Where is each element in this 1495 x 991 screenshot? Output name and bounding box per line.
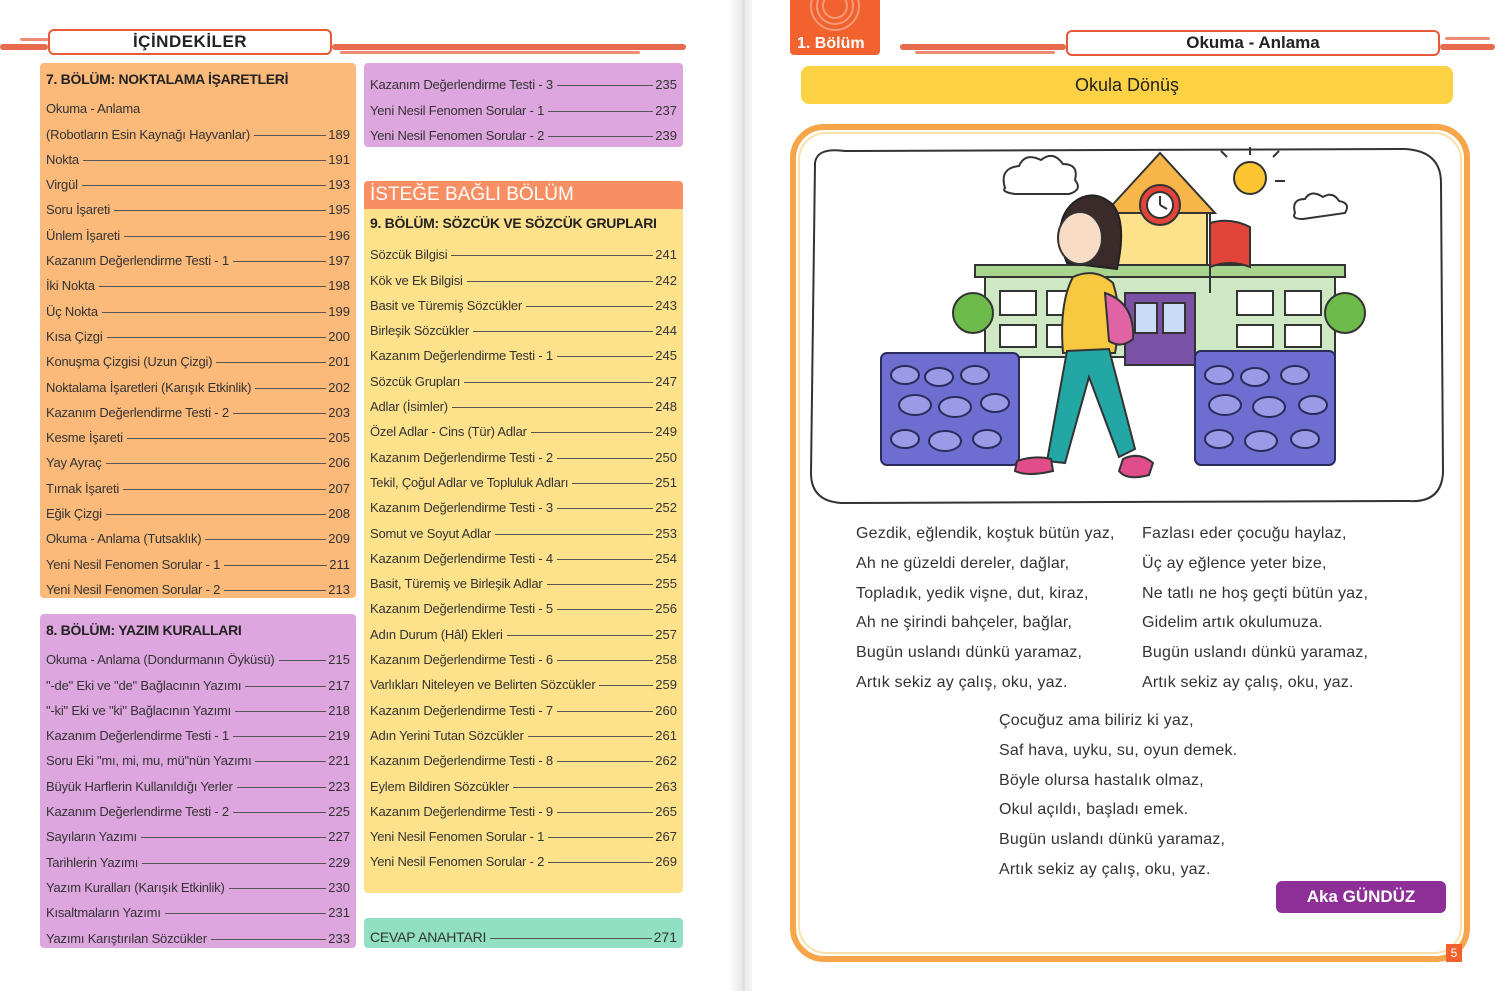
toc-row[interactable] — [46, 895, 350, 920]
dot-leader — [102, 312, 326, 313]
toc-row[interactable] — [370, 92, 677, 117]
toc-page-number: 260 — [655, 702, 677, 718]
poem-line: Topladık, yedik vişne, dut, kiraz, — [856, 584, 1089, 602]
toc-row[interactable] — [46, 217, 350, 242]
toc-label: CEVAP ANAHTARI — [370, 929, 487, 945]
toc-page-number: 254 — [655, 550, 677, 566]
toc-row[interactable] — [370, 338, 677, 363]
toc-label: Üç Nokta — [46, 303, 98, 319]
toc-label: Konuşma Çizgisi (Uzun Çizgi) — [46, 354, 213, 370]
toc-row[interactable] — [370, 288, 677, 313]
toc-row[interactable] — [370, 490, 677, 515]
toc-label: Yeni Nesil Fenomen Sorular - 1 — [370, 102, 545, 118]
toc-page-number: 229 — [328, 854, 350, 870]
toc-row[interactable] — [370, 616, 677, 641]
toc-page-number: 235 — [655, 77, 677, 93]
dot-leader — [124, 236, 326, 237]
toc-label: Adın Yerini Tutan Sözcükler — [370, 727, 524, 743]
toc-label: Kazanım Değerlendirme Testi - 4 — [370, 550, 553, 566]
dot-leader — [255, 388, 326, 389]
dot-leader — [599, 685, 653, 686]
tab-texture — [800, 0, 870, 32]
section-8-panel — [40, 614, 356, 948]
dot-leader — [557, 85, 653, 86]
toc-label: Adlar (İsimler) — [370, 399, 448, 415]
toc-label: Yay Ayraç — [46, 455, 102, 471]
toc-label: Eğik Çizgi — [46, 506, 102, 522]
toc-row[interactable] — [370, 439, 677, 464]
toc-list — [46, 642, 350, 946]
toc-page-number: 225 — [328, 804, 350, 820]
toc-row[interactable] — [46, 794, 350, 819]
toc-row[interactable] — [370, 718, 677, 743]
header-brush-stroke — [20, 38, 50, 41]
dot-leader — [451, 255, 653, 256]
toc-row[interactable] — [370, 515, 677, 540]
dot-leader — [237, 787, 327, 788]
poem-line: Gezdik, eğlendik, koştuk bütün yaz, — [856, 525, 1115, 542]
toc-label: Okuma - Anlama (Tutsaklık) — [46, 531, 202, 547]
toc-label: Kazanım Değerlendirme Testi - 2 — [46, 404, 229, 420]
toc-page-number: 269 — [655, 854, 677, 870]
dot-leader — [473, 331, 653, 332]
header-brush-stroke — [900, 44, 1066, 50]
toc-label: Eylem Bildiren Sözcükler — [370, 778, 509, 794]
dot-leader — [114, 210, 326, 211]
toc-page-number: 209 — [328, 531, 350, 547]
toc-page-number: 217 — [328, 677, 350, 693]
dot-leader — [557, 508, 653, 509]
dot-leader — [557, 559, 653, 560]
toc-page-number: 262 — [655, 753, 677, 769]
dot-leader — [452, 407, 653, 408]
dot-leader — [528, 736, 654, 737]
optional-section-bar: İSTEĞE BAĞLI BÖLÜM — [364, 181, 683, 209]
toc-page-number: 239 — [655, 127, 677, 143]
dot-leader — [245, 686, 326, 687]
toc-label: Virgül — [46, 177, 78, 193]
toc-row[interactable] — [370, 642, 677, 667]
toc-label: Kazanım Değerlendirme Testi - 3 — [370, 77, 553, 93]
dot-leader — [254, 135, 326, 136]
toc-row[interactable] — [46, 243, 350, 268]
toc-page-number: 265 — [655, 803, 677, 819]
toc-row[interactable] — [370, 743, 677, 768]
page-number: 5 — [1446, 944, 1462, 962]
toc-page-number: 251 — [655, 474, 677, 490]
toc-row[interactable] — [370, 692, 677, 717]
poem-line: Artık sekiz ay çalış, oku, yaz. — [999, 860, 1211, 878]
toc-page-number: 208 — [328, 506, 350, 522]
dot-leader — [490, 938, 651, 939]
toc-label: Kazanım Değerlendirme Testi - 1 — [370, 348, 553, 364]
toc-page-number: 196 — [328, 227, 350, 243]
toc-page-number: 248 — [655, 399, 677, 415]
toc-row[interactable] — [46, 470, 350, 495]
toc-row[interactable] — [46, 718, 350, 743]
toc-label: Sözcük Bilgisi — [370, 247, 448, 263]
page-header: Okuma - Anlama — [1066, 30, 1440, 56]
dot-leader — [224, 565, 327, 566]
header-brush-stroke — [1440, 44, 1495, 50]
dot-leader — [224, 590, 326, 591]
toc-label: Kazanım Değerlendirme Testi - 2 — [46, 804, 229, 820]
toc-row[interactable] — [46, 420, 350, 445]
dot-leader — [464, 382, 653, 383]
school-girl-illustration — [805, 143, 1447, 507]
dot-leader — [572, 483, 653, 484]
toc-page-number: 258 — [655, 652, 677, 668]
dot-leader — [106, 463, 327, 464]
toc-label: Tarihlerin Yazımı — [46, 854, 139, 870]
toc-label: Yeni Nesil Fenomen Sorular - 1 — [46, 556, 221, 572]
dot-leader — [557, 660, 653, 661]
toc-label: Basit, Türemiş ve Birleşik Adlar — [370, 576, 543, 592]
toc-row[interactable] — [46, 920, 350, 945]
toc-label: Yeni Nesil Fenomen Sorular - 2 — [46, 581, 221, 597]
dot-leader — [211, 939, 326, 940]
toc-row[interactable] — [370, 414, 677, 439]
toc-page-number: 227 — [328, 829, 350, 845]
toc-label: Soru Eki "mı, mi, mu, mü"nün Yazımı — [46, 753, 252, 769]
dot-leader — [531, 432, 654, 433]
toc-label: Kazanım Değerlendirme Testi - 6 — [370, 652, 553, 668]
toc-page-number: 211 — [329, 556, 350, 572]
toc-page-number: 245 — [655, 348, 677, 364]
toc-label: Sayıların Yazımı — [46, 829, 137, 845]
toc-label: Basit ve Türemiş Sözcükler — [370, 297, 523, 313]
poem-line: Bugün uslandı dünkü yaramaz, — [999, 831, 1226, 849]
dot-leader — [165, 913, 327, 914]
toc-label: Kazanım Değerlendirme Testi - 3 — [370, 500, 553, 516]
section-heading: 9. BÖLÜM: SÖZCÜK VE SÖZCÜK GRUPLARI — [370, 215, 657, 231]
toc-row[interactable] — [370, 262, 677, 287]
toc-page-number: 271 — [653, 929, 677, 945]
poem-line: Ne tatlı ne hoş geçti bütün yaz, — [1142, 584, 1369, 602]
toc-row[interactable] — [46, 642, 350, 667]
toc-label: Kazanım Değerlendirme Testi - 9 — [370, 803, 553, 819]
story-title: Okula Dönüş — [801, 66, 1453, 104]
toc-label: Ünlem İşareti — [46, 227, 120, 243]
poem-line: Gidelim artık okulumuza. — [1142, 614, 1323, 632]
toc-label: Kök ve Ek Bilgisi — [370, 272, 463, 288]
dot-leader — [142, 863, 326, 864]
toc-row[interactable] — [370, 67, 677, 92]
dot-leader — [548, 136, 653, 137]
dot-leader — [557, 458, 653, 459]
poem-line: Fazlası eder çocuğu haylaz, — [1142, 525, 1347, 542]
toc-label: Kesme İşareti — [46, 430, 123, 446]
toc-page-number: 256 — [655, 601, 677, 617]
poem-line: Bugün uslandı dünkü yaramaz, — [1142, 644, 1369, 662]
toc-page-number: 237 — [655, 102, 677, 118]
dot-leader — [513, 787, 653, 788]
dot-leader — [229, 888, 327, 889]
toc-page-number: 244 — [655, 323, 677, 339]
toc-row[interactable] — [46, 546, 350, 571]
toc-page-number: 202 — [328, 379, 350, 395]
toc-label: Kısaltmaların Yazımı — [46, 905, 161, 921]
toc-title: İÇİNDEKİLER — [48, 29, 332, 55]
section-8-cont-panel — [364, 63, 683, 147]
dot-leader — [557, 812, 653, 813]
toc-row[interactable] — [46, 693, 350, 718]
dot-leader — [82, 185, 326, 186]
poem-column-1 — [856, 519, 1115, 698]
dot-leader — [547, 584, 654, 585]
toc-label: Adın Durum (Hâl) Ekleri — [370, 626, 503, 642]
poem-line: Artık sekiz ay çalış, oku, yaz. — [856, 673, 1068, 691]
toc-page-number: 257 — [655, 626, 677, 642]
toc-list — [370, 237, 677, 869]
toc-label: Yazımı Karıştırılan Sözcükler — [46, 930, 207, 946]
toc-label: Kısa Çizgi — [46, 328, 103, 344]
toc-row[interactable] — [46, 667, 350, 692]
poem-line: Artık sekiz ay çalış, oku, yaz. — [1142, 673, 1354, 691]
dot-leader — [141, 837, 326, 838]
toc-page-number: 197 — [328, 253, 350, 269]
toc-label: Noktalama İşaretleri (Karışık Etkinlik) — [46, 379, 252, 395]
toc-page-number: 206 — [328, 455, 350, 471]
toc-row[interactable] — [46, 167, 350, 192]
toc-page-number: 199 — [328, 303, 350, 319]
author-badge: Aka GÜNDÜZ — [1276, 881, 1446, 913]
dot-leader — [495, 534, 653, 535]
dot-leader — [107, 337, 327, 338]
dot-leader — [233, 413, 326, 414]
toc-label: Kazanım Değerlendirme Testi - 5 — [370, 601, 553, 617]
section-tab-label: 1. Bölüm — [797, 35, 865, 52]
toc-row[interactable] — [46, 91, 350, 116]
toc-row[interactable] — [46, 445, 350, 470]
toc-row[interactable] — [370, 819, 677, 844]
toc-page-number: 223 — [328, 778, 350, 794]
toc-label: Varlıkları Niteleyen ve Belirten Sözcükler — [370, 677, 596, 693]
toc-list — [46, 91, 350, 597]
toc-page-number: 243 — [655, 297, 677, 313]
dot-leader — [99, 286, 327, 287]
toc-page-number: 215 — [328, 652, 350, 668]
poem-line: Saf hava, uyku, su, oyun demek. — [999, 741, 1238, 759]
toc-row[interactable] — [46, 572, 350, 597]
toc-row[interactable] — [46, 344, 350, 369]
toc-page-number: 242 — [655, 272, 677, 288]
toc-row[interactable] — [46, 369, 350, 394]
dot-leader — [106, 514, 327, 515]
toc-row[interactable] — [370, 363, 677, 388]
toc-page-number: 263 — [655, 778, 677, 794]
toc-row[interactable] — [46, 844, 350, 869]
poem-line: Ah ne şirindi bahçeler, bağlar, — [856, 614, 1073, 632]
toc-page-number: 207 — [328, 480, 350, 496]
toc-row[interactable] — [46, 496, 350, 521]
toc-page-number: 198 — [328, 278, 350, 294]
dot-leader — [216, 362, 326, 363]
dot-leader — [83, 160, 326, 161]
toc-label: Kazanım Değerlendirme Testi - 7 — [370, 702, 553, 718]
dot-leader — [205, 539, 326, 540]
toc-row[interactable] — [46, 142, 350, 167]
toc-list — [370, 67, 677, 143]
toc-label: Büyük Harflerin Kullanıldığı Yerler — [46, 778, 233, 794]
poem-line: Üç ay eğlence yeter bize, — [1142, 554, 1327, 572]
toc-row[interactable] — [46, 743, 350, 768]
toc-page-number: 191 — [328, 151, 350, 167]
dot-leader — [548, 837, 653, 838]
toc-row[interactable] — [46, 319, 350, 344]
dot-leader — [548, 862, 653, 863]
toc-row[interactable] — [370, 918, 677, 945]
toc-row[interactable] — [46, 268, 350, 293]
toc-row[interactable] — [46, 192, 350, 217]
toc-row[interactable] — [46, 521, 350, 546]
dot-leader — [557, 356, 653, 357]
toc-page-number: 249 — [655, 424, 677, 440]
section-heading: 8. BÖLÜM: YAZIM KURALLARI — [46, 622, 242, 638]
toc-row[interactable] — [46, 293, 350, 318]
toc-row[interactable] — [46, 768, 350, 793]
toc-row[interactable] — [370, 465, 677, 490]
toc-label: Kazanım Değerlendirme Testi - 1 — [46, 253, 229, 269]
header-brush-stroke — [340, 51, 640, 54]
dot-leader — [548, 111, 653, 112]
toc-page-number: 231 — [328, 905, 350, 921]
toc-label: Sözcük Grupları — [370, 373, 461, 389]
toc-page-number: 205 — [328, 430, 350, 446]
toc-label: Kazanım Değerlendirme Testi - 1 — [46, 728, 229, 744]
toc-label: Yeni Nesil Fenomen Sorular - 2 — [370, 854, 545, 870]
toc-page-number: 250 — [655, 449, 677, 465]
header-brush-stroke — [1445, 37, 1490, 40]
toc-page-number: 189 — [328, 126, 350, 142]
header-brush-stroke — [332, 44, 686, 50]
toc-row[interactable] — [46, 870, 350, 895]
poem-line: Okul açıldı, başladı emek. — [999, 801, 1189, 819]
toc-label: Özel Adlar - Cins (Tür) Adlar — [370, 424, 527, 440]
toc-label: Soru İşareti — [46, 202, 111, 218]
toc-row[interactable] — [370, 566, 677, 591]
toc-page-number: 218 — [328, 702, 350, 718]
dot-leader — [279, 660, 327, 661]
toc-label: (Robotların Esin Kaynağı Hayvanlar) — [46, 126, 250, 142]
toc-row[interactable] — [370, 541, 677, 566]
answer-key-panel — [364, 918, 683, 948]
dot-leader — [467, 281, 654, 282]
toc-page-number: 261 — [655, 727, 677, 743]
toc-label: "-de" Eki ve "de" Bağlacının Yazımı — [46, 677, 242, 693]
dot-leader — [233, 736, 326, 737]
toc-page-number: 213 — [328, 581, 350, 597]
dot-leader — [127, 438, 326, 439]
toc-page-number: 221 — [328, 753, 350, 769]
toc-page-number: 203 — [328, 404, 350, 420]
toc-page-number: 219 — [328, 728, 350, 744]
toc-page-number: 259 — [655, 677, 677, 693]
poem-line: Böyle olursa hastalık olmaz, — [999, 771, 1204, 789]
toc-label: Tekil, Çoğul Adlar ve Topluluk Adları — [370, 474, 569, 490]
dot-leader — [526, 306, 653, 307]
toc-label: Yazım Kuralları (Karışık Etkinlik) — [46, 879, 225, 895]
header-brush-stroke — [915, 51, 1055, 54]
toc-row[interactable] — [46, 395, 350, 420]
poem-line: Ah ne güzeldi dereler, dağlar, — [856, 554, 1070, 572]
toc-row[interactable] — [370, 118, 677, 143]
dot-leader — [557, 711, 653, 712]
toc-label: Yeni Nesil Fenomen Sorular - 2 — [370, 127, 545, 143]
toc-label: İki Nokta — [46, 278, 95, 294]
toc-label: Somut ve Soyut Adlar — [370, 525, 492, 541]
toc-label: Birleşik Sözcükler — [370, 323, 469, 339]
dot-leader — [235, 711, 326, 712]
toc-row[interactable] — [370, 313, 677, 338]
toc-row[interactable] — [370, 237, 677, 262]
toc-row[interactable] — [370, 844, 677, 869]
toc-page-number: 252 — [655, 500, 677, 516]
toc-label: Tırnak İşareti — [46, 480, 120, 496]
dot-leader — [255, 761, 326, 762]
toc-page-number: 195 — [328, 202, 350, 218]
poem-column-2 — [1142, 519, 1368, 698]
section-9-panel — [364, 209, 683, 893]
toc-row[interactable] — [46, 116, 350, 141]
toc-label: Kazanım Değerlendirme Testi - 8 — [370, 753, 553, 769]
dot-leader — [233, 261, 326, 262]
dot-leader — [123, 489, 326, 490]
toc-row[interactable] — [370, 591, 677, 616]
header-brush-stroke — [0, 44, 48, 50]
dot-leader — [233, 812, 326, 813]
toc-page-number: 253 — [655, 525, 677, 541]
toc-label: Okuma - Anlama — [46, 101, 141, 117]
poem-line: Bugün uslandı dünkü yaramaz, — [856, 644, 1083, 662]
dot-leader — [557, 761, 653, 762]
toc-page-number: 255 — [655, 576, 677, 592]
toc-label: Yeni Nesil Fenomen Sorular - 1 — [370, 829, 545, 845]
toc-row[interactable] — [370, 667, 677, 692]
section-7-panel — [40, 63, 356, 598]
toc-row[interactable] — [370, 768, 677, 793]
toc-page-number: 247 — [655, 373, 677, 389]
toc-page-number: 233 — [328, 930, 350, 946]
toc-row[interactable] — [370, 389, 677, 414]
toc-label: Nokta — [46, 151, 79, 167]
poem-column-3 — [999, 706, 1237, 885]
toc-label: Kazanım Değerlendirme Testi - 2 — [370, 449, 553, 465]
toc-row[interactable] — [370, 794, 677, 819]
poem-line: Çocuğuz ama biliriz ki yaz, — [999, 712, 1194, 729]
toc-page-number: 200 — [328, 328, 350, 344]
toc-page-number: 201 — [328, 354, 350, 370]
dot-leader — [557, 609, 653, 610]
toc-page-number: 241 — [655, 247, 677, 263]
toc-label: "-ki" Eki ve "ki" Bağlacının Yazımı — [46, 702, 232, 718]
section-heading: 7. BÖLÜM: NOKTALAMA İŞARETLERİ — [46, 71, 289, 87]
dot-leader — [507, 635, 654, 636]
toc-page-number: 230 — [328, 879, 350, 895]
toc-page-number: 193 — [328, 177, 350, 193]
toc-page-number: 267 — [655, 829, 677, 845]
toc-label: Okuma - Anlama (Dondurmanın Öyküsü) — [46, 652, 275, 668]
toc-row[interactable] — [46, 819, 350, 844]
